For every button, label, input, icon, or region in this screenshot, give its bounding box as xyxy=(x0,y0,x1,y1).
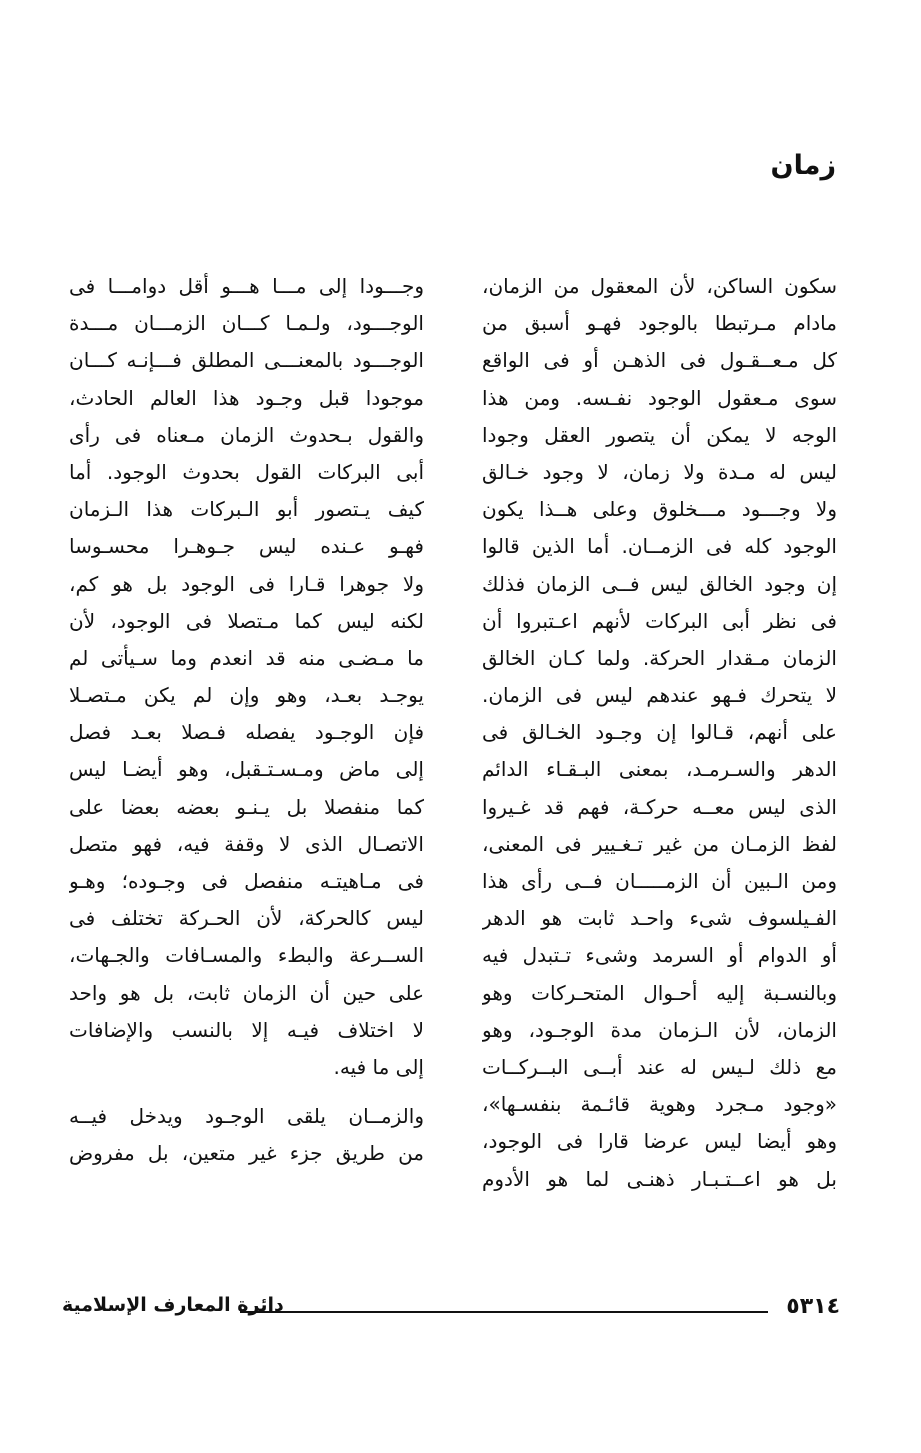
text-line: بل هو اعــتـبـار ذهنـى لما هو الأدوم xyxy=(482,1166,837,1191)
text-line: على حين أن الزمان ثابت، بل هو واحد xyxy=(69,980,424,1005)
text-line: الدهر والسـرمـد، بمعنى البـقـاء الدائم xyxy=(482,757,837,782)
text-line: موجودا قبل وجـود هذا العالم الحادث، xyxy=(69,385,424,410)
text-line: ما مـضـى منه قد انعدم وما سـيأتى لم xyxy=(69,645,424,670)
text-line: إلى ما فيه. xyxy=(333,1054,424,1079)
text-line: لفظ الزمـان من غير تـغـيير فى المعنى، xyxy=(482,831,837,856)
text-line: من طريق جزء غير متعين، بل مفروض xyxy=(69,1141,424,1166)
right-column xyxy=(482,268,837,1198)
text-line: والقول بـحدوث الزمان مـعناه فى رأى xyxy=(69,422,424,447)
text-line: ولا وجـــود مـــخلوق وعلى هــذا يكون xyxy=(482,497,837,522)
text-line: ومن الـبين أن الزمـــــان فــى رأى هذا xyxy=(482,869,837,893)
text-line: ليس له مـدة ولا زمان، لا وجود خـالق xyxy=(482,459,837,484)
text-line: فى مـاهيتـه منفصل فى وجـوده؛ وهـو xyxy=(69,869,424,893)
text-line: الوجود كله فى الزمــان. أما الذين قالوا xyxy=(482,534,837,559)
text-line: كما منفصلا بل يـنـو بعضه بعضا على xyxy=(69,794,424,819)
text-line: لكنه ليس كما مـتصلا فى الوجود، لأن xyxy=(69,608,424,633)
paragraph xyxy=(69,1098,424,1172)
text-line: وجـــودا إلى مـــا هـــو أقل دوامـــا فى xyxy=(69,274,424,298)
text-line: الوجـــود بالمعنـــى المطلق فـــإنـه كـــان xyxy=(69,348,424,373)
paragraph xyxy=(69,268,424,1086)
text-line: «وجود مـجرد وهوية قائـمة بنفسـها»، xyxy=(482,1092,837,1117)
text-line: فإن الوجـود يفصله فـصلا بعـد فصل xyxy=(69,720,424,745)
text-line: فهـو عـنده ليس جـوهـرا محسـوسا xyxy=(69,534,424,559)
text-line: على أنهم، قـالوا إن وجـود الخـالق فى xyxy=(482,720,837,745)
text-line: الســرعة والبطء والمسـافات والجـهات، xyxy=(69,943,424,968)
text-line: ليس كالحركة، لأن الحـركة تختلف فى xyxy=(69,906,424,931)
text-line: فى نظر أبى البركات لأنهم اعـتبروا أن xyxy=(482,608,837,633)
text-line: وبالنسـبة إليه أحـوال المتحـركات وهو xyxy=(482,980,837,1005)
text-line: الوجه لا يمكن أن يتصور العقل وجودا xyxy=(482,422,837,447)
text-line: الاتصـال الذى لا وقفة فيه، فهو متصل xyxy=(69,831,424,856)
text-line: الزمان، لأن الـزمان مدة الوجـود، وهو xyxy=(482,1017,837,1042)
page-number: ٥٣١٤ xyxy=(786,1294,840,1319)
text-line: لا اختلاف فيـه إلا بالنسب والإضافات xyxy=(69,1017,424,1042)
text-line: الذى ليس معــه حركـة، فهم قد غـيروا xyxy=(482,794,837,819)
text-line: أبى البركات القول بحدوث الوجود. أما xyxy=(69,459,424,484)
text-line: مادام مـرتبطا بالوجود فهـو أسبق من xyxy=(482,311,837,336)
text-line: الزمان مـقدار الحركة. ولما كـان الخالق xyxy=(482,645,837,670)
left-column xyxy=(69,268,424,1173)
encyclopedia-name: دائرة المعارف الإسلامية xyxy=(62,1294,284,1316)
text-line: يوجـد بعـد، وهو وإن لم يكن مـتصـلا xyxy=(69,683,424,708)
text-line: إلى ماض ومـسـتـقبل، وهو أيضـا ليس xyxy=(69,757,424,782)
text-line: سكون الساكن، لأن المعقول من الزمان، xyxy=(482,274,837,298)
text-line: إن وجود الخالق ليس فــى الزمان فذلك xyxy=(482,571,837,596)
page-title: زمان xyxy=(770,150,836,181)
text-line: وهو أيضا ليس عرضا قارا فى الوجود، xyxy=(482,1129,837,1154)
text-line: كيف يـتصور أبو الـبركات هذا الـزمان xyxy=(69,497,424,522)
text-line: ولا جوهرا قـارا فى الوجود بل هو كم، xyxy=(69,571,424,596)
text-line: الفـيلسوف شىء واحـد ثابت هو الدهر xyxy=(482,906,837,931)
footer-divider xyxy=(240,1311,768,1313)
text-line: والزمــان يلقى الوجـود ويدخل فيــه xyxy=(69,1104,424,1129)
paragraph-gap xyxy=(69,1086,424,1098)
text-line: مع ذلك لـيس له عند أبــى البــركــات xyxy=(482,1054,837,1079)
text-line: كل مـعــقـول فى الذهـن أو فى الواقع xyxy=(482,348,837,373)
text-line: لا يتحرك فـهو عندهم ليس فى الزمان. xyxy=(482,683,837,708)
text-line: سوى مـعقول الوجود نفـسه. ومن هذا xyxy=(482,385,837,410)
text-line: الوجـــود، ولـمـا كـــان الزمـــان مـــدة xyxy=(69,311,424,336)
page-footer xyxy=(62,1294,840,1330)
text-line: أو الدوام أو السرمد وشىء تـتبدل فيه xyxy=(482,943,837,968)
